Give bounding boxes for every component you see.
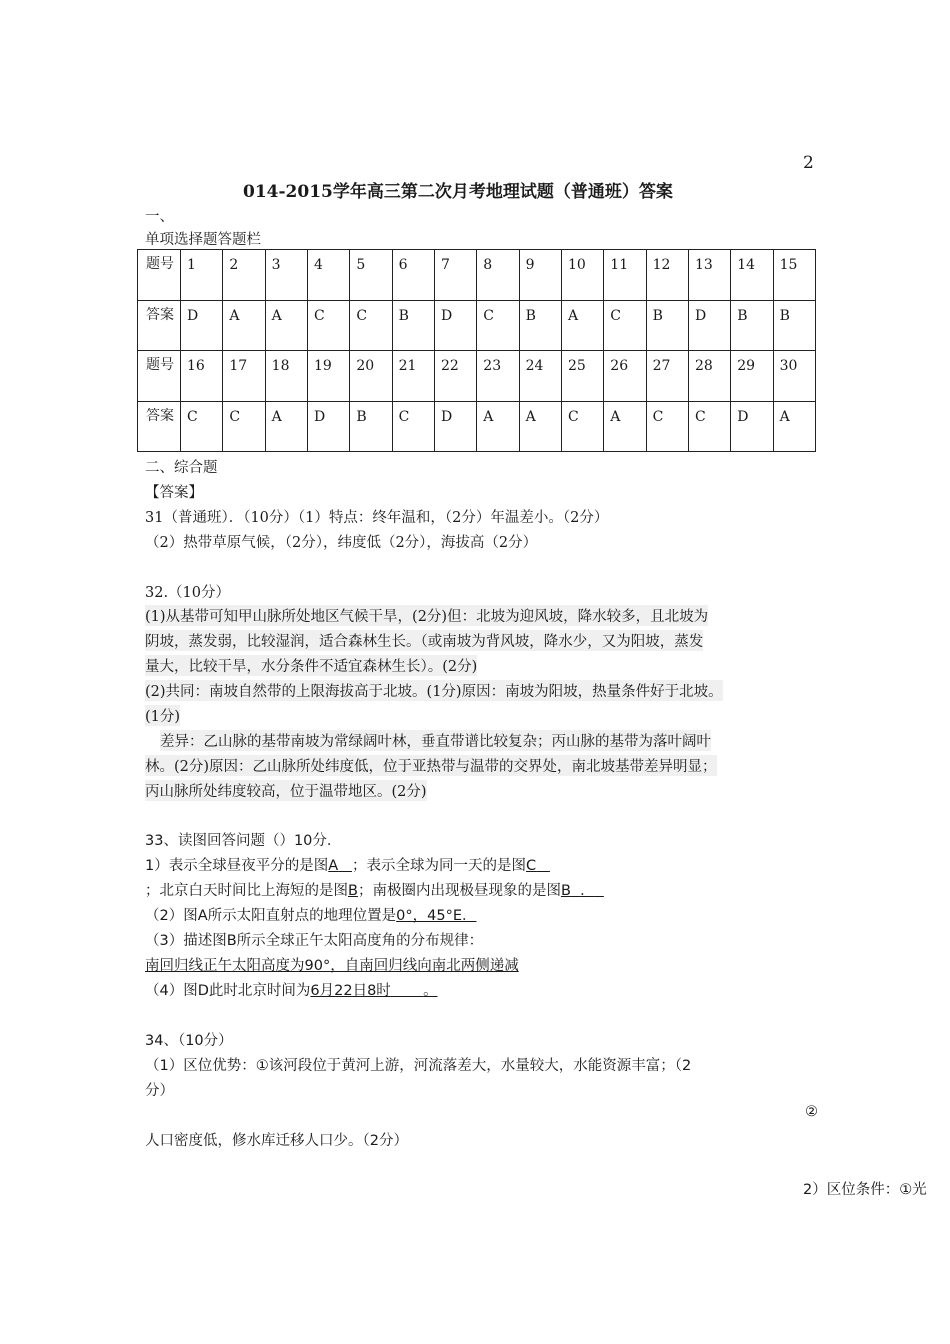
q33-l1-answer-a: A <box>328 858 339 874</box>
table-cell: B <box>773 300 815 351</box>
q33-l3-text: （2）图A所示太阳直射点的地理位置是 <box>145 908 397 924</box>
table-cell: 25 <box>561 351 603 402</box>
q33-l3-answer: 0°，45°E． <box>396 908 477 924</box>
table-cell: 4 <box>307 250 349 301</box>
table-cell: C <box>392 401 434 452</box>
table-cell: A <box>773 401 815 452</box>
table-cell: A <box>265 401 307 452</box>
table-cell: 16 <box>181 351 223 402</box>
table-cell: 7 <box>434 250 476 301</box>
table-cell: C <box>561 401 603 452</box>
answer-tag: 【答案】 <box>145 485 203 501</box>
table-cell: 19 <box>307 351 349 402</box>
table-cell: C <box>181 401 223 452</box>
table-row <box>138 401 816 452</box>
table-cell: 24 <box>519 351 561 402</box>
q32-line7: 林。(2分)原因：乙山脉所处纬度低，位于亚热带与温带的交界处，南北坡基带差异明显； <box>145 755 717 776</box>
table-cell: 11 <box>604 250 646 301</box>
q33-l2-period: ． <box>580 883 595 899</box>
table-cell: B <box>731 300 773 351</box>
q34-line5: 2）区位条件：①光 <box>803 1182 927 1198</box>
q32-line6: 差异：乙山脉的基带南坡为常绿阔叶林，垂直带谱比较复杂；丙山脉的基带为落叶阔叶 <box>160 730 711 751</box>
table-cell: B <box>519 300 561 351</box>
q33-head: 33、读图回答问题（）10分． <box>145 833 342 849</box>
q34-head: 34、（10分） <box>145 1033 233 1049</box>
page-title: 014-2015学年高三第二次月考地理试题（普通班）答案 <box>243 182 673 202</box>
table-cell: A <box>604 401 646 452</box>
table-cell: 12 <box>646 250 688 301</box>
table-cell: D <box>434 401 476 452</box>
table-cell: 28 <box>688 351 730 402</box>
table-cell: 6 <box>392 250 434 301</box>
table-cell: 3 <box>265 250 307 301</box>
table-cell: 18 <box>265 351 307 402</box>
q33-l2-text-a: ；北京白天时间比上海短的是图 <box>145 883 348 899</box>
q34-line1: （1）区位优势：①该河段位于黄河上游，河流落差大，水量较大，水能资源丰富；（2 <box>145 1058 692 1074</box>
table-cell: 17 <box>223 351 265 402</box>
table-cell: 1 <box>181 250 223 301</box>
table-cell: 23 <box>477 351 519 402</box>
table-cell: D <box>307 401 349 452</box>
table-cell: B <box>646 300 688 351</box>
q33-l6-answer: 6月22日8时 <box>310 983 391 999</box>
q34-line2: 分） <box>145 1083 174 1099</box>
table-cell: 30 <box>773 351 815 402</box>
table-cell: D <box>181 300 223 351</box>
q31-line1: 31（普通班）．（10分）（1）特点：终年温和，（2分）年温差小。（2分） <box>145 510 609 526</box>
table-cell: D <box>688 300 730 351</box>
q33-l1-text-b: ；表示全球为同一天的是图 <box>351 858 526 874</box>
q34-line4: 人口密度低，修水库迁移人口少。（2分） <box>145 1133 408 1149</box>
table-row <box>138 351 816 402</box>
table-cell: D <box>434 300 476 351</box>
table-cell: 2 <box>223 250 265 301</box>
table-cell: B <box>350 401 392 452</box>
table-cell: 15 <box>773 250 815 301</box>
q32-line8: 丙山脉所处纬度较高，位于温带地区。(2分) <box>145 780 427 801</box>
table-cell: C <box>223 401 265 452</box>
table-cell: 13 <box>688 250 730 301</box>
q33-l6-text: （4）图D此时北京时间为 <box>145 983 311 999</box>
table-cell: C <box>604 300 646 351</box>
table-cell: 20 <box>350 351 392 402</box>
section1-subheading: 单项选择题答题栏 <box>145 232 261 248</box>
row-label: 题号 <box>138 250 181 301</box>
table-cell: 5 <box>350 250 392 301</box>
page-number: 2 <box>803 153 814 173</box>
section2-heading: 二、综合题 <box>145 460 218 476</box>
q32-head: 32.（10分） <box>145 585 231 601</box>
table-cell: C <box>477 300 519 351</box>
table-cell: 22 <box>434 351 476 402</box>
row-label: 答案 <box>138 401 181 452</box>
q33-l1-text-a: 1）表示全球昼夜平分的是图 <box>145 858 329 874</box>
table-cell: 9 <box>519 250 561 301</box>
q32-line5: (1分) <box>145 705 180 726</box>
table-cell: A <box>519 401 561 452</box>
q33-line6 <box>145 979 438 1000</box>
table-cell: 14 <box>731 250 773 301</box>
q33-l6-period: 。 <box>423 983 438 999</box>
q33-line1 <box>145 854 550 875</box>
q33-l1-answer-b: C <box>525 858 537 874</box>
q31-line2: （2）热带草原气候，（2分），纬度低（2分），海拔高（2分） <box>145 535 538 551</box>
answer-table <box>137 249 816 452</box>
table-cell: A <box>477 401 519 452</box>
q33-line4: （3）描述图B所示全球正午太阳高度角的分布规律： <box>145 933 484 949</box>
q32-line1: (1)从基带可知甲山脉所处地区气候干旱，(2分)但：北坡为迎风坡，降水较多，且北坡为 <box>145 605 708 626</box>
table-row <box>138 250 816 301</box>
q32-line3: 量大，比较干旱，水分条件不适宜森林生长）。(2分) <box>145 655 477 676</box>
q33-l2-text-b: ；南极圈内出现极昼现象的是图 <box>357 883 561 899</box>
table-cell: C <box>307 300 349 351</box>
table-cell: C <box>646 401 688 452</box>
q33-line3 <box>145 904 477 925</box>
table-cell: 29 <box>731 351 773 402</box>
table-cell: 10 <box>561 250 603 301</box>
table-cell: A <box>265 300 307 351</box>
q34-line3: ② <box>805 1104 818 1120</box>
row-label: 答案 <box>138 300 181 351</box>
q33-line2 <box>145 879 604 900</box>
q33-l2-answer-a: B <box>348 883 358 899</box>
table-cell: 27 <box>646 351 688 402</box>
section1-heading: 一、 <box>145 209 174 225</box>
table-cell: B <box>392 300 434 351</box>
q32-line2: 阴坡，蒸发弱，比较湿润，适合森林生长。（或南坡为背风坡，降水少，又为阳坡，蒸发 <box>145 630 703 651</box>
row-label: 题号 <box>138 351 181 402</box>
q32-line4: (2)共同：南坡自然带的上限海拔高于北坡。(1分)原因：南坡为阳坡，热量条件好于北坡。 <box>145 680 723 701</box>
table-cell: C <box>688 401 730 452</box>
q33-l2-answer-b: B <box>560 883 571 899</box>
table-row <box>138 300 816 351</box>
table-cell: A <box>561 300 603 351</box>
table-cell: 26 <box>604 351 646 402</box>
table-cell: A <box>223 300 265 351</box>
table-cell: D <box>731 401 773 452</box>
q33-line5: 南回归线正午太阳高度为90°，自南回归线向南北两侧递减 <box>145 958 519 974</box>
table-cell: 8 <box>477 250 519 301</box>
table-cell: 21 <box>392 351 434 402</box>
table-cell: C <box>350 300 392 351</box>
